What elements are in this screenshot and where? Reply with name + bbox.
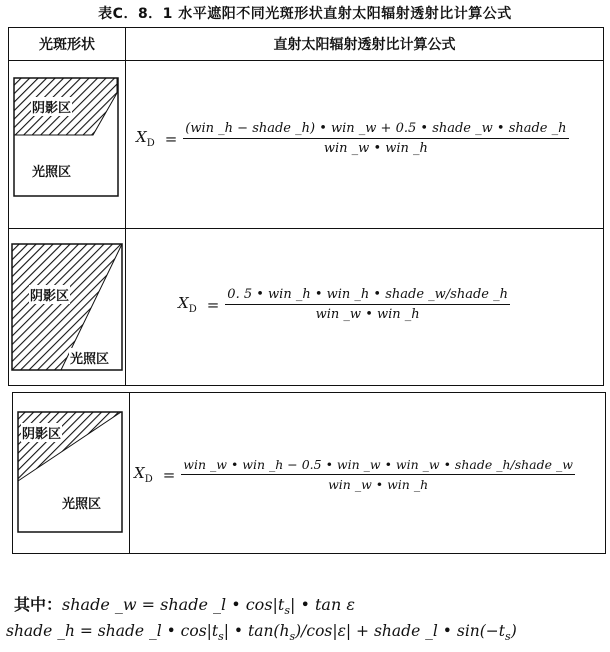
denominator-3: win _w • win _h bbox=[328, 477, 429, 492]
shade-area-label-3: 阴影区 bbox=[21, 423, 62, 442]
table-row-2 bbox=[8, 229, 604, 386]
denominator-1: win _w • win _h bbox=[323, 141, 428, 156]
header-formula-column: 直射太阳辐射透射比计算公式 bbox=[273, 37, 456, 53]
table-row-1 bbox=[8, 61, 604, 229]
fraction-2 bbox=[225, 287, 510, 322]
table-title: 表C．8．1 水平遮阳不同光斑形状直射太阳辐射透射比计算公式 bbox=[98, 6, 512, 22]
formula-2: $X_D$ = $\frac{\text{0. 5 • win \_h • win \_h • shade \_w/shade \_h}}{\text{win \_w • win \_h}}$ bbox=[178, 287, 508, 322]
shape-cell-3 bbox=[13, 393, 130, 553]
denominator-2: win _w • win _h bbox=[315, 307, 420, 322]
fraction-3 bbox=[181, 457, 575, 492]
formula-lhs-3: $X_D$ bbox=[134, 464, 153, 485]
lit-area-label-3: 光照区 bbox=[61, 493, 102, 512]
lit-area-label-2: 光照区 bbox=[69, 348, 110, 367]
numerator-2: 0. 5 • win _h • win _h • shade _w/shade _h bbox=[225, 287, 510, 305]
shade-area-label-1: 阴影区 bbox=[31, 97, 72, 116]
lit-area-label-1: 光照区 bbox=[31, 161, 72, 180]
shade-area-label-2: 阴影区 bbox=[29, 285, 70, 304]
numerator-3: win _w • win _h − 0.5 • win _w • win _w • shade _h/shade _w bbox=[181, 457, 575, 475]
formula-1: $X_D$ = $\frac{\text{(win \_h − shade \_h) • win \_w + 0.5 • shade \_w • shade \_h}}{\text{win \_w • win \_h}}$ bbox=[136, 121, 567, 156]
formula-lhs-1: $X_D$ bbox=[136, 128, 155, 149]
formula-cell-1 bbox=[126, 61, 603, 228]
table-row-3 bbox=[12, 392, 606, 554]
fraction-1 bbox=[183, 121, 568, 156]
note-line-1: 其中：shade _w = shade _l • $\cos|t_s|$ • tan ε bbox=[14, 595, 355, 618]
note-prefix: 其中： bbox=[14, 595, 63, 614]
table-header bbox=[8, 27, 604, 61]
numerator-1: (win _h − shade _h) • win _w + 0.5 • shade _w • shade _h bbox=[183, 121, 568, 139]
note-line-2: shade _h = shade _l • $\cos|t_s|$ • $\tan(h_s)/\cos|\varepsilon|$ + shade _l • $\sin(-t_s)$ bbox=[6, 622, 517, 644]
formula-cell-2 bbox=[126, 229, 603, 385]
formula-lhs-2: $X_D$ bbox=[178, 294, 197, 315]
shape-cell-2 bbox=[9, 229, 126, 385]
formula-cell-3 bbox=[130, 393, 605, 553]
shape-cell-1 bbox=[9, 61, 126, 228]
header-shape-column: 光斑形状 bbox=[9, 28, 126, 60]
formula-3: $X_D$ = $\frac{\text{win \_w • win \_h − 0.5 • win \_w • win \_w • shade \_h/shade \_w}}{\text{win \_w • win \_h}}$ bbox=[134, 457, 573, 492]
